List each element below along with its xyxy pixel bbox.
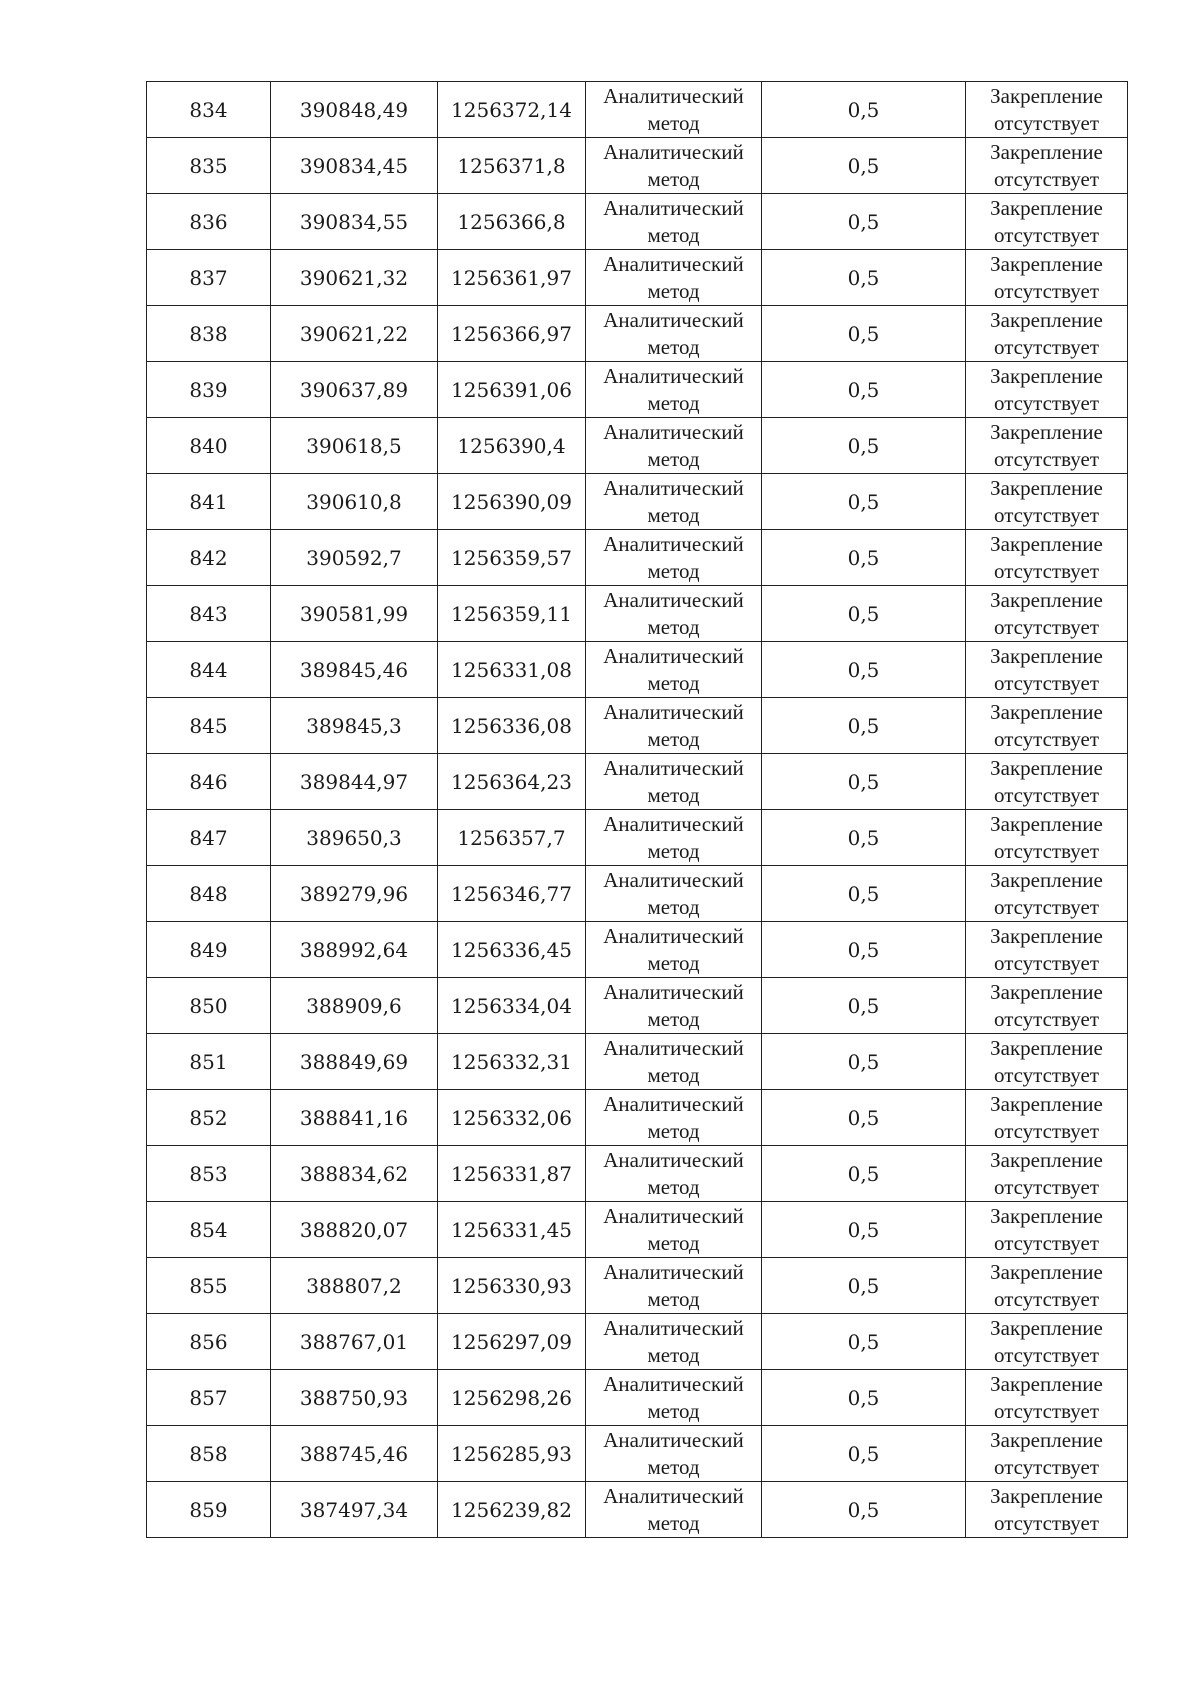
point-number-cell: 858 xyxy=(147,1426,271,1482)
y-coordinate-cell: 1256357,7 xyxy=(438,810,586,866)
accuracy-cell: 0,5 xyxy=(762,698,966,754)
coordinates-table xyxy=(146,81,1128,1538)
point-number-cell: 854 xyxy=(147,1202,271,1258)
x-coordinate-cell: 390848,49 xyxy=(271,82,438,138)
y-coordinate-cell: 1256372,14 xyxy=(438,82,586,138)
fixing-cell: Закрепление отсутствует xyxy=(966,922,1128,978)
point-number-cell: 837 xyxy=(147,250,271,306)
fixing-cell: Закрепление отсутствует xyxy=(966,698,1128,754)
y-coordinate-cell: 1256298,26 xyxy=(438,1370,586,1426)
x-coordinate-cell: 390610,8 xyxy=(271,474,438,530)
x-coordinate-cell: 389844,97 xyxy=(271,754,438,810)
y-coordinate-cell: 1256346,77 xyxy=(438,866,586,922)
method-cell: Аналитический метод xyxy=(586,530,762,586)
point-number-cell: 835 xyxy=(147,138,271,194)
x-coordinate-cell: 388834,62 xyxy=(271,1146,438,1202)
method-cell: Аналитический метод xyxy=(586,1482,762,1538)
point-number-cell: 846 xyxy=(147,754,271,810)
y-coordinate-cell: 1256332,31 xyxy=(438,1034,586,1090)
fixing-cell: Закрепление отсутствует xyxy=(966,474,1128,530)
fixing-cell: Закрепление отсутствует xyxy=(966,1202,1128,1258)
accuracy-cell: 0,5 xyxy=(762,474,966,530)
point-number-cell: 841 xyxy=(147,474,271,530)
method-cell: Аналитический метод xyxy=(586,810,762,866)
accuracy-cell: 0,5 xyxy=(762,82,966,138)
y-coordinate-cell: 1256390,4 xyxy=(438,418,586,474)
x-coordinate-cell: 389845,3 xyxy=(271,698,438,754)
table-row xyxy=(147,922,1128,978)
fixing-cell: Закрепление отсутствует xyxy=(966,306,1128,362)
x-coordinate-cell: 390618,5 xyxy=(271,418,438,474)
table-body xyxy=(147,82,1128,1538)
table-row xyxy=(147,698,1128,754)
method-cell: Аналитический метод xyxy=(586,866,762,922)
fixing-cell: Закрепление отсутствует xyxy=(966,362,1128,418)
fixing-cell: Закрепление отсутствует xyxy=(966,1426,1128,1482)
method-cell: Аналитический метод xyxy=(586,82,762,138)
x-coordinate-cell: 390581,99 xyxy=(271,586,438,642)
table-row xyxy=(147,1258,1128,1314)
point-number-cell: 844 xyxy=(147,642,271,698)
point-number-cell: 838 xyxy=(147,306,271,362)
y-coordinate-cell: 1256331,08 xyxy=(438,642,586,698)
point-number-cell: 848 xyxy=(147,866,271,922)
y-coordinate-cell: 1256371,8 xyxy=(438,138,586,194)
point-number-cell: 850 xyxy=(147,978,271,1034)
x-coordinate-cell: 389279,96 xyxy=(271,866,438,922)
x-coordinate-cell: 389650,3 xyxy=(271,810,438,866)
accuracy-cell: 0,5 xyxy=(762,1258,966,1314)
method-cell: Аналитический метод xyxy=(586,1146,762,1202)
y-coordinate-cell: 1256391,06 xyxy=(438,362,586,418)
fixing-cell: Закрепление отсутствует xyxy=(966,754,1128,810)
x-coordinate-cell: 389845,46 xyxy=(271,642,438,698)
accuracy-cell: 0,5 xyxy=(762,922,966,978)
y-coordinate-cell: 1256364,23 xyxy=(438,754,586,810)
method-cell: Аналитический метод xyxy=(586,698,762,754)
accuracy-cell: 0,5 xyxy=(762,362,966,418)
accuracy-cell: 0,5 xyxy=(762,250,966,306)
y-coordinate-cell: 1256334,04 xyxy=(438,978,586,1034)
accuracy-cell: 0,5 xyxy=(762,138,966,194)
accuracy-cell: 0,5 xyxy=(762,530,966,586)
table-row xyxy=(147,82,1128,138)
fixing-cell: Закрепление отсутствует xyxy=(966,530,1128,586)
x-coordinate-cell: 388992,64 xyxy=(271,922,438,978)
method-cell: Аналитический метод xyxy=(586,418,762,474)
fixing-cell: Закрепление отсутствует xyxy=(966,1482,1128,1538)
point-number-cell: 834 xyxy=(147,82,271,138)
method-cell: Аналитический метод xyxy=(586,1258,762,1314)
accuracy-cell: 0,5 xyxy=(762,1314,966,1370)
fixing-cell: Закрепление отсутствует xyxy=(966,1258,1128,1314)
point-number-cell: 840 xyxy=(147,418,271,474)
point-number-cell: 856 xyxy=(147,1314,271,1370)
x-coordinate-cell: 390621,32 xyxy=(271,250,438,306)
method-cell: Аналитический метод xyxy=(586,586,762,642)
table-row xyxy=(147,866,1128,922)
method-cell: Аналитический метод xyxy=(586,642,762,698)
accuracy-cell: 0,5 xyxy=(762,866,966,922)
method-cell: Аналитический метод xyxy=(586,1370,762,1426)
table-row xyxy=(147,1426,1128,1482)
x-coordinate-cell: 388767,01 xyxy=(271,1314,438,1370)
table-row xyxy=(147,474,1128,530)
fixing-cell: Закрепление отсутствует xyxy=(966,1034,1128,1090)
method-cell: Аналитический метод xyxy=(586,1202,762,1258)
accuracy-cell: 0,5 xyxy=(762,1202,966,1258)
method-cell: Аналитический метод xyxy=(586,362,762,418)
point-number-cell: 853 xyxy=(147,1146,271,1202)
method-cell: Аналитический метод xyxy=(586,1034,762,1090)
x-coordinate-cell: 388849,69 xyxy=(271,1034,438,1090)
table-row xyxy=(147,1202,1128,1258)
method-cell: Аналитический метод xyxy=(586,138,762,194)
fixing-cell: Закрепление отсутствует xyxy=(966,194,1128,250)
x-coordinate-cell: 390621,22 xyxy=(271,306,438,362)
table-row xyxy=(147,978,1128,1034)
point-number-cell: 842 xyxy=(147,530,271,586)
point-number-cell: 849 xyxy=(147,922,271,978)
y-coordinate-cell: 1256331,45 xyxy=(438,1202,586,1258)
fixing-cell: Закрепление отсутствует xyxy=(966,1146,1128,1202)
x-coordinate-cell: 390834,55 xyxy=(271,194,438,250)
table-row xyxy=(147,1146,1128,1202)
method-cell: Аналитический метод xyxy=(586,1426,762,1482)
method-cell: Аналитический метод xyxy=(586,474,762,530)
y-coordinate-cell: 1256359,11 xyxy=(438,586,586,642)
method-cell: Аналитический метод xyxy=(586,250,762,306)
table-row xyxy=(147,1482,1128,1538)
y-coordinate-cell: 1256239,82 xyxy=(438,1482,586,1538)
y-coordinate-cell: 1256366,8 xyxy=(438,194,586,250)
fixing-cell: Закрепление отсутствует xyxy=(966,978,1128,1034)
accuracy-cell: 0,5 xyxy=(762,1146,966,1202)
x-coordinate-cell: 388820,07 xyxy=(271,1202,438,1258)
fixing-cell: Закрепление отсутствует xyxy=(966,138,1128,194)
point-number-cell: 855 xyxy=(147,1258,271,1314)
table-row xyxy=(147,1370,1128,1426)
method-cell: Аналитический метод xyxy=(586,978,762,1034)
table-row xyxy=(147,362,1128,418)
accuracy-cell: 0,5 xyxy=(762,642,966,698)
table-row xyxy=(147,754,1128,810)
table-row xyxy=(147,1034,1128,1090)
table-row xyxy=(147,418,1128,474)
method-cell: Аналитический метод xyxy=(586,1314,762,1370)
method-cell: Аналитический метод xyxy=(586,306,762,362)
point-number-cell: 839 xyxy=(147,362,271,418)
point-number-cell: 847 xyxy=(147,810,271,866)
y-coordinate-cell: 1256336,08 xyxy=(438,698,586,754)
table-row xyxy=(147,530,1128,586)
y-coordinate-cell: 1256336,45 xyxy=(438,922,586,978)
y-coordinate-cell: 1256361,97 xyxy=(438,250,586,306)
y-coordinate-cell: 1256330,93 xyxy=(438,1258,586,1314)
x-coordinate-cell: 390592,7 xyxy=(271,530,438,586)
table-row xyxy=(147,810,1128,866)
point-number-cell: 851 xyxy=(147,1034,271,1090)
table-row xyxy=(147,586,1128,642)
table-row xyxy=(147,1314,1128,1370)
fixing-cell: Закрепление отсутствует xyxy=(966,586,1128,642)
table-row xyxy=(147,194,1128,250)
x-coordinate-cell: 388909,6 xyxy=(271,978,438,1034)
fixing-cell: Закрепление отсутствует xyxy=(966,82,1128,138)
x-coordinate-cell: 390834,45 xyxy=(271,138,438,194)
y-coordinate-cell: 1256390,09 xyxy=(438,474,586,530)
table-row xyxy=(147,306,1128,362)
fixing-cell: Закрепление отсутствует xyxy=(966,642,1128,698)
accuracy-cell: 0,5 xyxy=(762,1090,966,1146)
accuracy-cell: 0,5 xyxy=(762,1034,966,1090)
fixing-cell: Закрепление отсутствует xyxy=(966,1370,1128,1426)
accuracy-cell: 0,5 xyxy=(762,306,966,362)
method-cell: Аналитический метод xyxy=(586,194,762,250)
accuracy-cell: 0,5 xyxy=(762,810,966,866)
fixing-cell: Закрепление отсутствует xyxy=(966,1090,1128,1146)
y-coordinate-cell: 1256331,87 xyxy=(438,1146,586,1202)
fixing-cell: Закрепление отсутствует xyxy=(966,810,1128,866)
table-row xyxy=(147,1090,1128,1146)
accuracy-cell: 0,5 xyxy=(762,418,966,474)
x-coordinate-cell: 387497,34 xyxy=(271,1482,438,1538)
accuracy-cell: 0,5 xyxy=(762,194,966,250)
accuracy-cell: 0,5 xyxy=(762,1426,966,1482)
accuracy-cell: 0,5 xyxy=(762,1482,966,1538)
fixing-cell: Закрепление отсутствует xyxy=(966,866,1128,922)
point-number-cell: 852 xyxy=(147,1090,271,1146)
method-cell: Аналитический метод xyxy=(586,922,762,978)
x-coordinate-cell: 388841,16 xyxy=(271,1090,438,1146)
x-coordinate-cell: 388750,93 xyxy=(271,1370,438,1426)
method-cell: Аналитический метод xyxy=(586,1090,762,1146)
point-number-cell: 836 xyxy=(147,194,271,250)
point-number-cell: 859 xyxy=(147,1482,271,1538)
y-coordinate-cell: 1256366,97 xyxy=(438,306,586,362)
x-coordinate-cell: 388745,46 xyxy=(271,1426,438,1482)
method-cell: Аналитический метод xyxy=(586,754,762,810)
x-coordinate-cell: 390637,89 xyxy=(271,362,438,418)
x-coordinate-cell: 388807,2 xyxy=(271,1258,438,1314)
y-coordinate-cell: 1256359,57 xyxy=(438,530,586,586)
accuracy-cell: 0,5 xyxy=(762,586,966,642)
fixing-cell: Закрепление отсутствует xyxy=(966,418,1128,474)
fixing-cell: Закрепление отсутствует xyxy=(966,250,1128,306)
table-row xyxy=(147,250,1128,306)
y-coordinate-cell: 1256285,93 xyxy=(438,1426,586,1482)
accuracy-cell: 0,5 xyxy=(762,978,966,1034)
table-row xyxy=(147,642,1128,698)
table-row xyxy=(147,138,1128,194)
y-coordinate-cell: 1256332,06 xyxy=(438,1090,586,1146)
fixing-cell: Закрепление отсутствует xyxy=(966,1314,1128,1370)
accuracy-cell: 0,5 xyxy=(762,754,966,810)
y-coordinate-cell: 1256297,09 xyxy=(438,1314,586,1370)
point-number-cell: 843 xyxy=(147,586,271,642)
point-number-cell: 845 xyxy=(147,698,271,754)
accuracy-cell: 0,5 xyxy=(762,1370,966,1426)
point-number-cell: 857 xyxy=(147,1370,271,1426)
